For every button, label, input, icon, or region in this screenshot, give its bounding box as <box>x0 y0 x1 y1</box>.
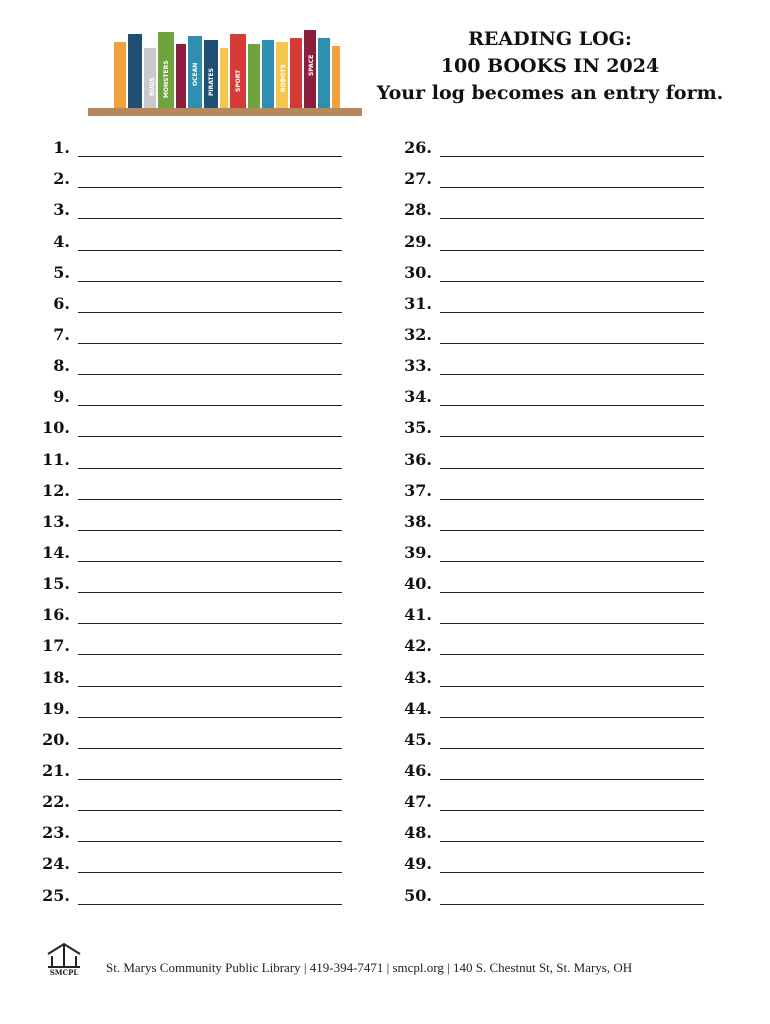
entry-number: 17. <box>42 636 70 656</box>
book-title-input[interactable] <box>440 452 704 470</box>
book-title-input[interactable] <box>78 140 342 158</box>
log-entry <box>30 317 342 348</box>
spine-label: SPACE <box>308 54 315 76</box>
log-entry <box>392 722 704 753</box>
entry-number: 49. <box>404 854 432 874</box>
log-entry <box>30 753 342 784</box>
book-title-input[interactable] <box>440 825 704 843</box>
book-title-input[interactable] <box>440 638 704 656</box>
entry-line <box>78 904 342 905</box>
book-title-input[interactable] <box>440 296 704 314</box>
entry-line <box>440 810 704 811</box>
log-entry <box>392 410 704 441</box>
entry-line <box>440 779 704 780</box>
log-entry <box>30 286 342 317</box>
book-title-input[interactable] <box>78 514 342 532</box>
log-entry <box>392 753 704 784</box>
log-entry <box>392 597 704 628</box>
log-entry <box>392 192 704 223</box>
entry-number: 7. <box>53 324 70 344</box>
entry-number: 33. <box>404 356 432 376</box>
book-title-input[interactable] <box>78 234 342 252</box>
log-entry <box>30 441 342 472</box>
book-title-input[interactable] <box>78 202 342 220</box>
entry-number: 12. <box>42 480 70 500</box>
entry-number: 5. <box>53 262 70 282</box>
book-title-input[interactable] <box>78 732 342 750</box>
book-title-input[interactable] <box>78 420 342 438</box>
entry-number: 45. <box>404 729 432 749</box>
entry-number: 29. <box>404 231 432 251</box>
entry-number: 44. <box>404 698 432 718</box>
book-spine <box>332 46 340 108</box>
log-entry <box>30 192 342 223</box>
log-column-left <box>30 130 342 909</box>
log-entry <box>392 504 704 535</box>
entry-line <box>440 343 704 344</box>
entry-number: 34. <box>404 387 432 407</box>
book-spine <box>220 48 228 108</box>
book-title-input[interactable] <box>78 171 342 189</box>
spine-label: BUGS <box>149 77 156 96</box>
book-title-input[interactable] <box>78 265 342 283</box>
entry-line <box>440 561 704 562</box>
book-title-input[interactable] <box>78 888 342 906</box>
book-title-input[interactable] <box>78 483 342 501</box>
entry-line <box>78 250 342 251</box>
book-title-input[interactable] <box>78 763 342 781</box>
entry-line <box>78 218 342 219</box>
log-entry <box>392 877 704 908</box>
entry-line <box>440 592 704 593</box>
book-title-input[interactable] <box>440 514 704 532</box>
entry-line <box>78 374 342 375</box>
entry-line <box>440 187 704 188</box>
entry-number: 4. <box>53 231 70 251</box>
book-spine <box>176 44 186 108</box>
log-entry <box>392 659 704 690</box>
log-entry <box>30 379 342 410</box>
entry-line <box>78 779 342 780</box>
book-title-input[interactable] <box>440 794 704 812</box>
log-entry <box>30 722 342 753</box>
book-title-input[interactable] <box>440 420 704 438</box>
entry-number: 25. <box>42 885 70 905</box>
entry-line <box>78 343 342 344</box>
entry-line <box>440 654 704 655</box>
entry-number: 41. <box>404 605 432 625</box>
book-title-input[interactable] <box>440 265 704 283</box>
entry-line <box>78 810 342 811</box>
title-line-2: 100 BOOKS IN 2024 <box>440 55 660 77</box>
entry-number: 3. <box>53 200 70 220</box>
log-entry <box>392 473 704 504</box>
spine-label: MONSTERS <box>163 60 170 98</box>
entry-number: 21. <box>42 760 70 780</box>
book-spine <box>290 38 302 108</box>
entry-number: 13. <box>42 511 70 531</box>
log-entry <box>392 255 704 286</box>
entry-line <box>440 748 704 749</box>
shelf-board <box>88 108 362 116</box>
entry-number: 37. <box>404 480 432 500</box>
book-spine <box>114 42 126 108</box>
log-entry <box>392 286 704 317</box>
log-entry <box>392 223 704 254</box>
log-entry <box>392 348 704 379</box>
book-spine <box>248 44 260 108</box>
entry-line <box>78 686 342 687</box>
entry-line <box>78 530 342 531</box>
log-entry <box>30 504 342 535</box>
book-title-input[interactable] <box>440 483 704 501</box>
book-title-input[interactable] <box>78 856 342 874</box>
entry-line <box>440 468 704 469</box>
book-title-input[interactable] <box>78 358 342 376</box>
bookshelf-illustration <box>88 26 362 118</box>
entry-number: 24. <box>42 854 70 874</box>
entry-number: 35. <box>404 418 432 438</box>
book-title-input[interactable] <box>440 358 704 376</box>
book-title-input[interactable] <box>440 140 704 158</box>
entry-line <box>440 841 704 842</box>
entry-line <box>78 312 342 313</box>
log-entry <box>30 846 342 877</box>
library-logo-icon <box>44 940 84 976</box>
entry-line <box>440 717 704 718</box>
entry-line <box>78 561 342 562</box>
entry-number: 2. <box>53 169 70 189</box>
page-title <box>360 26 740 107</box>
log-entry <box>30 535 342 566</box>
book-title-input[interactable] <box>78 825 342 843</box>
log-entry <box>30 255 342 286</box>
entry-number: 38. <box>404 511 432 531</box>
entry-number: 32. <box>404 324 432 344</box>
book-spine <box>318 38 330 108</box>
log-entry <box>392 535 704 566</box>
book-title-input[interactable] <box>440 670 704 688</box>
entry-line <box>78 654 342 655</box>
entry-line <box>440 405 704 406</box>
title-line-1: READING LOG: <box>468 28 632 50</box>
log-column-right <box>392 130 704 909</box>
log-entry <box>392 317 704 348</box>
entry-line <box>440 281 704 282</box>
entry-number: 15. <box>42 574 70 594</box>
entry-number: 46. <box>404 760 432 780</box>
book-title-input[interactable] <box>440 856 704 874</box>
entry-number: 39. <box>404 542 432 562</box>
log-entry <box>30 566 342 597</box>
entry-number: 40. <box>404 574 432 594</box>
title-line-3: Your log becomes an entry form. <box>376 82 724 104</box>
log-entry <box>392 379 704 410</box>
log-entry <box>30 223 342 254</box>
entry-line <box>78 156 342 157</box>
book-title-input[interactable] <box>440 202 704 220</box>
book-title-input[interactable] <box>78 670 342 688</box>
entry-number: 22. <box>42 792 70 812</box>
log-entry <box>30 130 342 161</box>
log-entry <box>392 784 704 815</box>
log-entry <box>30 815 342 846</box>
book-title-input[interactable] <box>440 327 704 345</box>
entry-number: 28. <box>404 200 432 220</box>
spine-label: SPORT <box>235 69 242 92</box>
log-entry <box>30 161 342 192</box>
book-title-input[interactable] <box>78 389 342 407</box>
book-title-input[interactable] <box>440 763 704 781</box>
entry-line <box>440 872 704 873</box>
book-title-input[interactable] <box>78 327 342 345</box>
entry-number: 47. <box>404 792 432 812</box>
log-entry <box>30 691 342 722</box>
log-entry <box>30 659 342 690</box>
book-title-input[interactable] <box>78 794 342 812</box>
entry-number: 1. <box>53 138 70 158</box>
log-entry <box>392 130 704 161</box>
entry-number: 10. <box>42 418 70 438</box>
book-title-input[interactable] <box>78 452 342 470</box>
entry-line <box>440 312 704 313</box>
book-title-input[interactable] <box>440 389 704 407</box>
spine-label: OCEAN <box>192 62 199 86</box>
entry-line <box>78 499 342 500</box>
entry-number: 43. <box>404 667 432 687</box>
entry-line <box>78 187 342 188</box>
entry-line <box>78 468 342 469</box>
entry-number: 36. <box>404 449 432 469</box>
book-title-input[interactable] <box>440 732 704 750</box>
entry-number: 8. <box>53 356 70 376</box>
entry-line <box>78 841 342 842</box>
book-title-input[interactable] <box>78 576 342 594</box>
log-entry <box>392 846 704 877</box>
entry-line <box>78 281 342 282</box>
entry-number: 6. <box>53 293 70 313</box>
entry-number: 16. <box>42 605 70 625</box>
entry-line <box>440 436 704 437</box>
entry-line <box>440 250 704 251</box>
logo-text: SMCPL <box>49 968 79 976</box>
book-spine <box>262 40 274 108</box>
entry-line <box>440 623 704 624</box>
footer-contact-info: St. Marys Community Public Library | 419-394-7471 | smcpl.org | 140 S. Chestnut St, St. Marys, OH <box>106 960 633 975</box>
log-entry <box>30 348 342 379</box>
book-title-input[interactable] <box>440 701 704 719</box>
log-entry <box>392 161 704 192</box>
entry-line <box>440 904 704 905</box>
log-entry <box>30 410 342 441</box>
entry-line <box>440 218 704 219</box>
book-title-input[interactable] <box>78 296 342 314</box>
log-entry <box>30 784 342 815</box>
entry-line <box>78 592 342 593</box>
entry-line <box>78 405 342 406</box>
book-title-input[interactable] <box>440 576 704 594</box>
entry-line <box>440 530 704 531</box>
entry-number: 48. <box>404 823 432 843</box>
book-title-input[interactable] <box>78 545 342 563</box>
entry-number: 19. <box>42 698 70 718</box>
entry-line <box>440 499 704 500</box>
entry-number: 18. <box>42 667 70 687</box>
book-spine <box>128 34 142 108</box>
log-entry <box>30 628 342 659</box>
log-entry <box>392 566 704 597</box>
log-entry <box>392 815 704 846</box>
log-entry <box>392 628 704 659</box>
entry-line <box>78 717 342 718</box>
entry-line <box>440 374 704 375</box>
log-entry <box>392 691 704 722</box>
spine-label: PIRATES <box>208 68 215 96</box>
entry-number: 30. <box>404 262 432 282</box>
book-title-input[interactable] <box>440 545 704 563</box>
entry-number: 50. <box>404 885 432 905</box>
entry-line <box>440 686 704 687</box>
book-title-input[interactable] <box>78 638 342 656</box>
entry-line <box>78 872 342 873</box>
log-entry <box>30 877 342 908</box>
entry-number: 42. <box>404 636 432 656</box>
entry-number: 23. <box>42 823 70 843</box>
entry-number: 26. <box>404 138 432 158</box>
entry-number: 20. <box>42 729 70 749</box>
book-title-input[interactable] <box>440 607 704 625</box>
book-title-input[interactable] <box>78 701 342 719</box>
spine-label: ROBOTS <box>280 64 287 92</box>
entry-number: 9. <box>53 387 70 407</box>
entry-number: 14. <box>42 542 70 562</box>
entry-number: 11. <box>42 449 70 469</box>
book-title-input[interactable] <box>78 607 342 625</box>
entry-line <box>78 436 342 437</box>
log-entry <box>392 441 704 472</box>
log-entry <box>30 597 342 628</box>
log-entry <box>30 473 342 504</box>
entry-line <box>440 156 704 157</box>
entry-number: 27. <box>404 169 432 189</box>
book-title-input[interactable] <box>440 171 704 189</box>
book-title-input[interactable] <box>440 888 704 906</box>
book-title-input[interactable] <box>440 234 704 252</box>
footer <box>44 940 744 980</box>
entry-line <box>78 748 342 749</box>
entry-line <box>78 623 342 624</box>
entry-number: 31. <box>404 293 432 313</box>
